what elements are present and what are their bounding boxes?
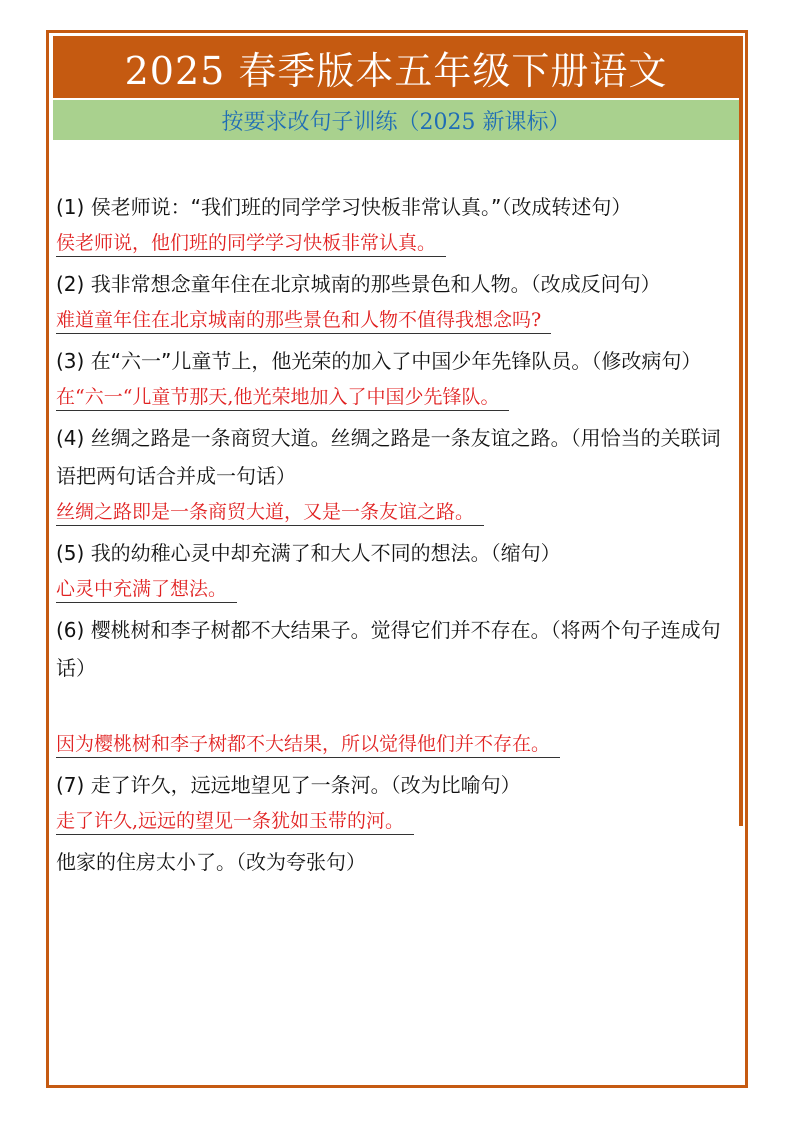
page-title: 2025 春季版本五年级下册语文	[124, 48, 668, 93]
subtitle-banner	[53, 100, 739, 140]
page-subtitle: 按要求改句子训练（2025 新课标）	[221, 109, 571, 135]
question-3: (3) 在“六一”儿童节上，他光荣的加入了中国少年先锋队员。（修改病句）	[56, 349, 702, 373]
question-6: (6) 樱桃树和李子树都不大结果子。觉得它们并不存在。（将两个句子连成句话）	[56, 618, 721, 680]
question-7: (7) 走了许久，远远地望见了一条河。（改为比喻句）	[56, 773, 521, 797]
answer-5: 心灵中充满了想法。	[56, 576, 237, 603]
question-2: (2) 我非常想念童年住在北京城南的那些景色和人物。（改成反问句）	[56, 272, 661, 296]
spacer	[56, 687, 740, 727]
title-banner	[53, 36, 739, 98]
answer-3: 在“六一“儿童节那天,他光荣地加入了中国少先锋队。	[56, 384, 509, 411]
answer-7: 走了许久,远远的望见一条犹如玉带的河。	[56, 808, 414, 835]
answer-2: 难道童年住在北京城南的那些景色和人物不值得我想念吗?	[56, 307, 551, 334]
question-4: (4) 丝绸之路是一条商贸大道。丝绸之路是一条友谊之路。（用恰当的关联词语把两句话合并成一句话）	[56, 426, 721, 488]
question-5: (5) 我的幼稚心灵中却充满了和大人不同的想法。（缩句）	[56, 541, 561, 565]
question-1: (1) 侯老师说：“我们班的同学学习快板非常认真。”（改成转述句）	[56, 195, 632, 219]
exercise-list	[56, 188, 740, 881]
question-8: 他家的住房太小了。（改为夸张句）	[56, 850, 366, 874]
answer-6: 因为樱桃树和李子树都不大结果，所以觉得他们并不存在。	[56, 731, 560, 758]
answer-1: 侯老师说，他们班的同学学习快板非常认真。	[56, 230, 446, 257]
answer-4: 丝绸之路即是一条商贸大道，又是一条友谊之路。	[56, 499, 484, 526]
